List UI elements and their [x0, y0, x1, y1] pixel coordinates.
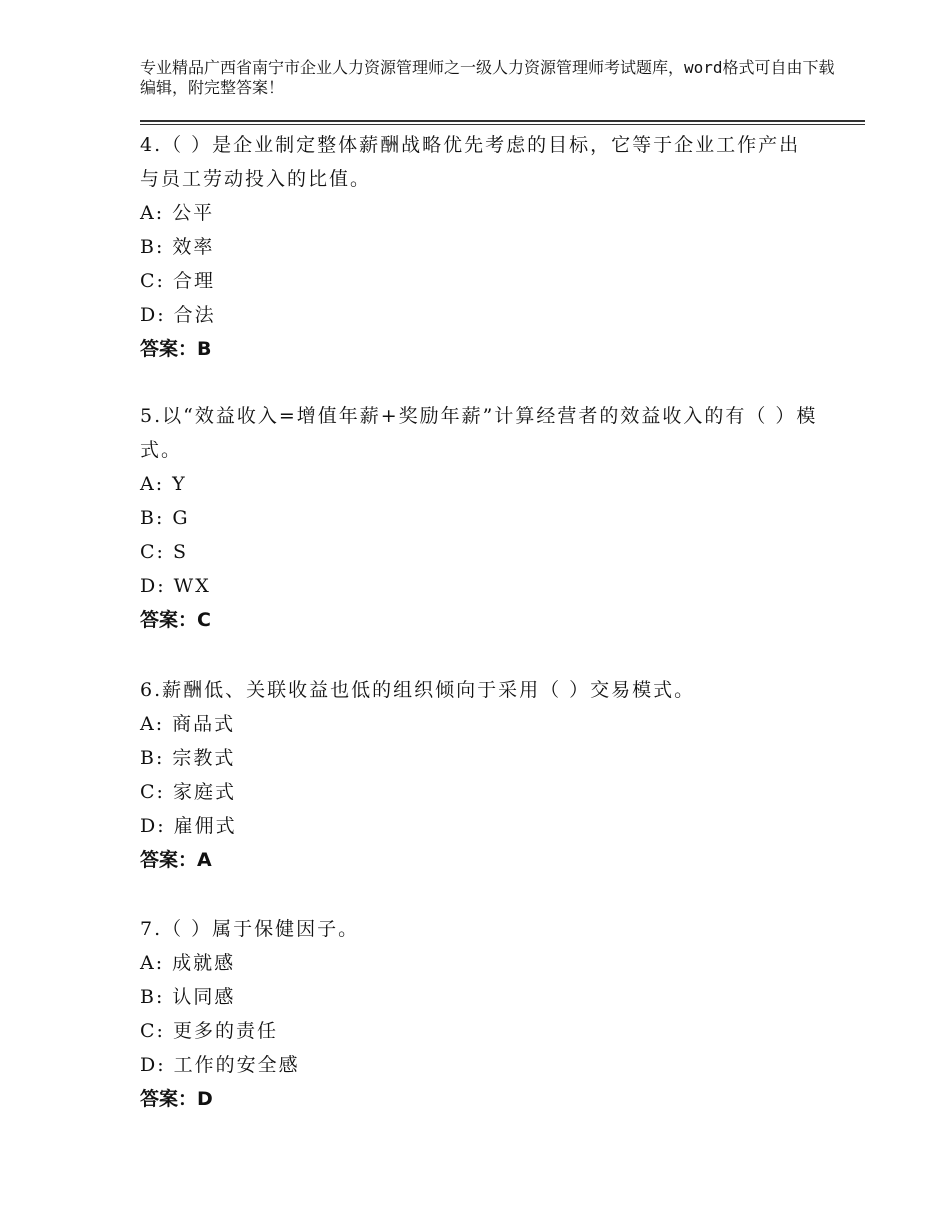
header-divider [140, 120, 865, 122]
question-stem: 5.以“效益收入=增值年薪+奖励年薪”计算经营者的效益收入的有（ ）模式。 [140, 405, 818, 461]
option-b: B: 效率 [140, 236, 215, 258]
option-b: B: 认同感 [140, 986, 236, 1008]
question-stem: 7.（ ）属于保健因子。 [140, 918, 360, 940]
question-stem: 6.薪酬低、关联收益也低的组织倾向于采用（ ）交易模式。 [140, 679, 696, 701]
option-d: D: 雇佣式 [140, 815, 237, 837]
answer-label: 答案：D [140, 1088, 213, 1110]
question-stem: 4.（ ）是企业制定整体薪酬战略优先考虑的目标，它等于企业工作产出与员工劳动投入的比值。 [140, 134, 801, 190]
option-b: B: G [140, 507, 190, 529]
answer-label: 答案：C [140, 609, 211, 631]
document-header: 专业精品广西省南宁市企业人力资源管理师之一级人力资源管理师考试题库，word格式可自由下载编辑，附完整答案！ [140, 58, 835, 97]
answer-label: 答案：B [140, 338, 212, 360]
option-c: C: 更多的责任 [140, 1020, 278, 1042]
option-d: D: 合法 [140, 304, 216, 326]
question-4 [140, 128, 820, 366]
option-a: A: 商品式 [140, 713, 236, 735]
option-c: C: 合理 [140, 270, 215, 292]
header-divider-thin [140, 124, 865, 125]
question-5 [140, 399, 820, 637]
option-a: A: 公平 [140, 202, 215, 224]
question-6 [140, 673, 820, 877]
option-d: D: WX [140, 575, 211, 597]
option-c: C: 家庭式 [140, 781, 236, 803]
option-a: A: 成就感 [140, 952, 236, 974]
question-7 [140, 912, 820, 1116]
option-a: A: Y [140, 473, 187, 495]
option-d: D: 工作的安全感 [140, 1054, 300, 1076]
option-b: B: 宗教式 [140, 747, 236, 769]
answer-label: 答案：A [140, 849, 212, 871]
option-c: C: S [140, 541, 188, 563]
